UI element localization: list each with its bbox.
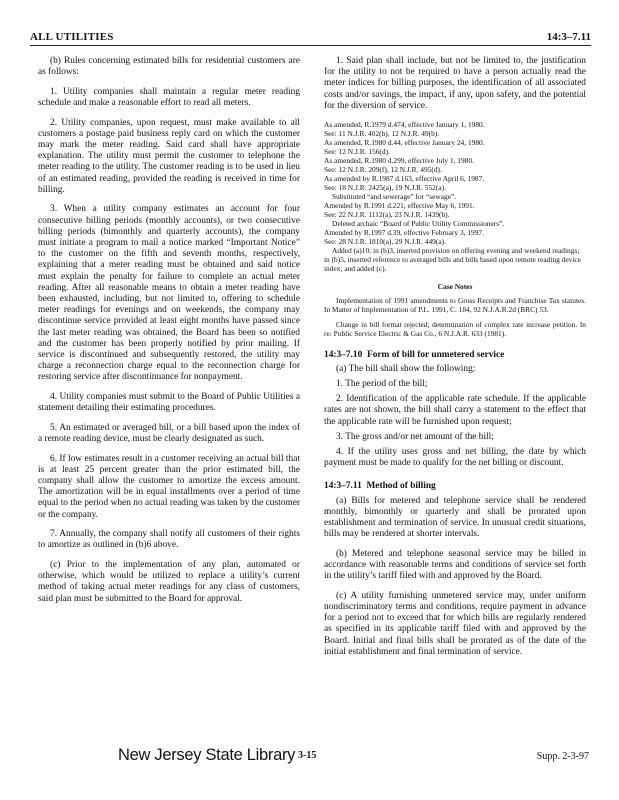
page-number: 3-15 <box>298 750 317 761</box>
paragraph-7-11-c: (c) A utility furnishing unmetered service may, under uniform nondiscriminatory terms and conditions, require payment in advance for a period not to exceed that for which bills are regularly rendered as specified in its applicable tariff filed with and approved by the Board. Initial and final bills shall be prorated as of the date of the initial establishment and final termination of service. <box>324 590 586 657</box>
section-number: 14:3–7.11 <box>324 481 362 492</box>
history-line: As amended, R.1980 d.44, effective January 24, 1980. <box>324 138 485 148</box>
history-line: See: 12 N.J.R. 156(d). <box>324 147 390 157</box>
paragraph-b3: 3. When a utility company estimates an account for four consecutive billing periods (monthly accounts), or two consecutive billing periods (bimonthly and quarterly accounts), the company must initiate a program to mail a notice marked “Important Notice” to the customer on the fifth and seventh months, respectively, explaining that a meter reading must be obtained and said notice must explain the penalty for failure to complete an actual meter reading. After all reasonable means to obtain a meter reading have been exhausted, including, but not limited to, offering to schedule meter readings for evenings and on weekends, the company may discontinue service provided at least eight months have passed since the last meter reading was obtained, the Board has been so notified and the customer has been properly notified by prior mailing. If service is discontinued and subsequently restored, the utility may charge a reconnection charge equal to the reconnection charge for restoring service after discontinuance for nonpayment. <box>38 204 300 383</box>
paragraph-b6: 6. If low estimates result in a customer receiving an actual bill that is at least 25 percent greater than the prior estimated bill, the company shall allow the customer to amortize the excess amount. The amortization will be in equal installments over a period of time equal to the period when no actual reading was taken by the customer or the company. <box>38 453 300 520</box>
left-column <box>38 56 300 613</box>
library-name: New Jersey State Library <box>118 746 296 764</box>
section-title: Method of billing <box>366 481 436 492</box>
header-section-number: 14:3–7.11 <box>546 31 591 43</box>
history-line: Amended by R.1991 d.221, effective May 6, 1991. <box>324 201 475 211</box>
paragraph-7-11-a: (a) Bills for metered and telephone service shall be rendered monthly, bimonthly or quarterly and shall be prorated upon establishment and termination of service. In unusual credit situations, bills may be rendered at shorter intervals. <box>324 495 586 540</box>
case-note: Change in bill format rejected; determination of complex rate increase petition. In re: Public Service Electric & Gas Co., 6 N.J.A.R. 633 (1981). <box>324 319 586 338</box>
page-footer <box>0 744 619 774</box>
history-line: See: 28 N.J.R. 1810(a), 29 N.J.R. 449(a). <box>324 237 446 247</box>
paragraph-c1: 1. Said plan shall include, but not be limited to, the justification for the utility to not be required to have a person actually read the meter indices for billing purposes, the identification of all associated costs and/or savings, the impact, if any, upon safety, and the potential for the diversion of service. <box>324 56 586 111</box>
right-column <box>324 56 586 666</box>
section-title: Form of bill for unmetered service <box>366 349 505 360</box>
paragraph-7-10-a4: 4. If the utility uses gross and net billing, the date by which payment must be made to qualify for the net billing or discount. <box>324 447 586 469</box>
history-line: As amended, R.1980 d.299, effective July 1, 1980. <box>324 156 474 166</box>
section-number: 14:3–7.10 <box>324 349 363 360</box>
history-line: As amended, R.1979 d.474, effective January 1, 1980. <box>324 120 485 130</box>
history-line: As amended by R.1987 d.163, effective April 6, 1987. <box>324 174 485 184</box>
case-notes-heading: Case Notes <box>437 282 473 292</box>
paragraph-b: (b) Rules concerning estimated bills for residential customers are as follows: <box>38 56 300 78</box>
history-notes <box>324 120 586 273</box>
paragraph-7-10-a2: 2. Identification of the applicable rate schedule. If the applicable rates are not shown, the bill shall carry a statement to the effect that the applicable rate will be furnished upon request; <box>324 394 586 427</box>
history-line: Deleted archaic “Board of Public Utility Commissioners”. <box>332 219 505 229</box>
case-note: Implementation of 1991 amendments to Gross Receipts and Franchise Tax statutes. In Matter of Implementation of P.L. 1991, C. 184, 92 N.J.A.R.2d (BRC) 53. <box>324 295 586 314</box>
history-line: Added (a)10; in (b)3, inserted provision on offering evening and weekend readings; in (b)5, inserted reference to averaged bills and bills based upon remote reading device index; and added (c). <box>324 246 581 274</box>
paragraph-b1: 1. Utility companies shall maintain a regular meter reading schedule and make a reasonable effort to read all meters. <box>38 86 300 108</box>
section-heading-7-11 <box>324 481 586 492</box>
section-heading-7-10 <box>324 350 586 361</box>
history-line: See: 12 N.J.R. 209(f), 12 N.J.R. 495(d). <box>324 165 442 175</box>
running-header <box>30 29 591 46</box>
paragraph-b2: 2. Utility companies, upon request, must make available to all customers a postage paid business reply card on which the customer may mark the meter reading. Said card shall have appropriate explanation. The utility must permit the customer to telephone the meter reading to the utility. The customer reading is to be used in lieu of an estimated reading, provided the reading is received in time for billing. <box>38 117 300 195</box>
paragraph-b4: 4. Utility companies must submit to the Board of Public Utilities a statement detailing their estimating procedures. <box>38 392 300 414</box>
history-line: See: 18 N.J.R. 2425(a), 19 N.J.R. 552(a). <box>324 183 446 193</box>
history-line: See: 22 N.J.R. 1112(a), 23 N.J.R. 1439(b). <box>324 210 450 220</box>
history-line: See: 11 N.J.R. 402(b), 12 N.J.R. 49(b). <box>324 129 440 139</box>
paragraph-b5: 5. An estimated or averaged bill, or a bill based upon the index of a remote reading device, must be clearly designated as such. <box>38 422 300 445</box>
history-line: Substituted “and sewerage” for “sewage”. <box>332 192 457 202</box>
header-title: ALL UTILITIES <box>30 31 114 43</box>
supplement-date: Supp. 2-3-97 <box>536 751 589 762</box>
history-line: Amended by R.1997 d.39, effective February 3, 1997. <box>324 228 484 238</box>
paragraph-7-10-a: (a) The bill shall show the following: <box>336 363 476 374</box>
paragraph-c: (c) Prior to the implementation of any plan, automated or otherwise, which would be utilized to replace a utility’s current method of taking actual meter readings for any class of customers, said plan must be submitted to the Board for approval. <box>38 560 300 604</box>
paragraph-7-10-a3: 3. The gross and/or net amount of the bill; <box>336 431 494 442</box>
paragraph-7-10-a1: 1. The period of the bill; <box>336 379 428 390</box>
paragraph-b7: 7. Annually, the company shall notify all customers of their rights to amortize as outlined in (b)6 above. <box>38 529 300 551</box>
paragraph-7-11-b: (b) Metered and telephone seasonal service may be billed in accordance with reasonable terms and conditions of service set forth in the utility’s tariff filed with and approved by the Board. <box>324 548 586 582</box>
